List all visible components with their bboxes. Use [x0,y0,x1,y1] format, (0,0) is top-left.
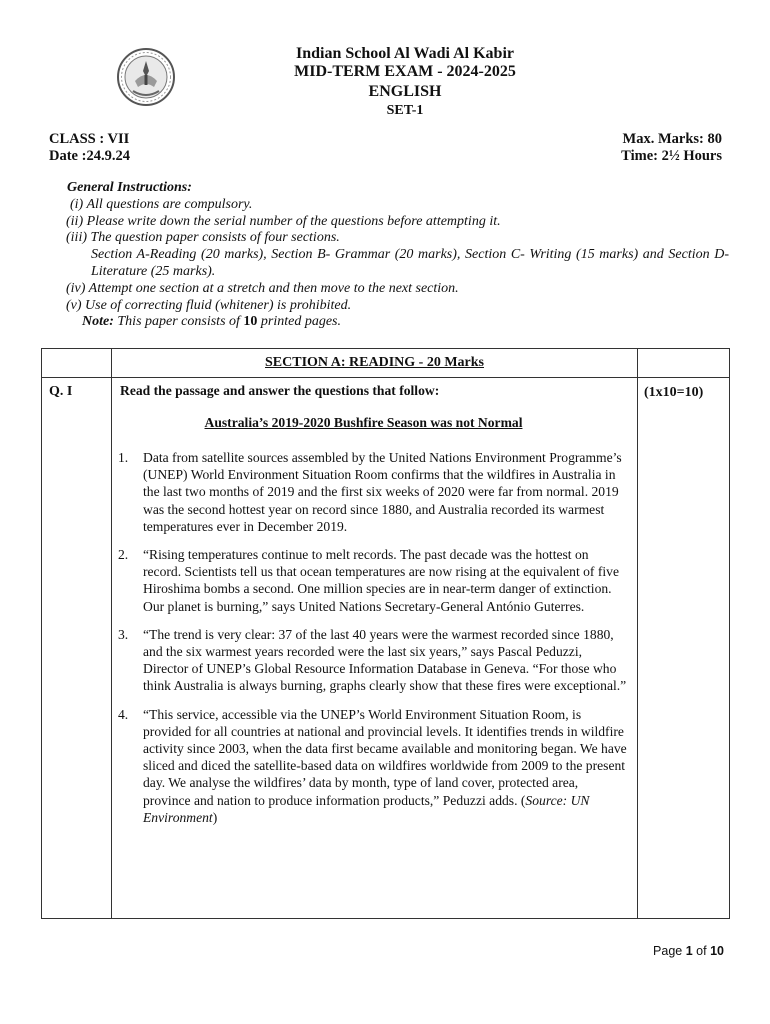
empty-cell [42,349,112,378]
page-number: 1 [685,944,693,958]
page-footer [653,944,724,958]
list-item: 4. “This service, accessible via the UNEP’s World Environment Situation Room, is provided for all countries at national and provincial levels. It identifies trends in wildfire activity since 2003, when the data first became available and monitoring began. We have sliced and diced the satellite-based data on wildfires worldwide from 2009 to the present day. We analyse the wildfires’ data by month, type of land cover, protected area, province and nation to produce information products,” Peduzzi adds. (Source: UN Environment) [118,706,627,825]
exam-title: MID-TERM EXAM - 2024-2025 [294,63,516,80]
source-close: ) [212,809,218,825]
note-label: Note: [82,314,114,330]
school-name: Indian School Al Wadi Al Kabir [295,45,514,62]
list-item: 1. Data from satellite sources assembled by the United Nations Environment Programme’s (UNEP) World Environment Situation Room confirms that the wildfires in Australia in the last two months of 2019 and the first six weeks of 2020 were far from normal. 2019 was the second hottest year on record since 1880, and Australia recorded its warmest temperatures ever in December 2019. [118,450,622,534]
question-number: Q. I [42,378,112,919]
section-a-table [41,348,730,919]
passage-paragraphs [118,449,629,826]
instruction-item: (v) Use of correcting fluid (whitener) is prohibited. [66,297,352,313]
empty-cell [638,349,730,378]
school-emblem-icon [116,47,176,107]
class-label: CLASS : VII [49,131,130,147]
instruction-item: (iii) The question paper consists of four sections. [66,230,340,246]
subject-title: ENGLISH [368,83,442,100]
section-a-title: SECTION A: READING - 20 Marks [112,349,638,378]
note-text: This paper consists of [117,314,240,330]
instruction-item: (iv) Attempt one section at a stretch and then move to the next section. [66,280,459,296]
instruction-item: (ii) Please write down the serial number of the questions before attempting it. [66,213,501,229]
page-word: Page [653,944,683,958]
of-word: of [696,944,707,958]
question-instruction: Read the passage and answer the questions that follow: [120,383,440,398]
time-allowed: Time: 2½ Hours [621,148,722,164]
list-item: 2. “Rising temperatures continue to melt records. The past decade was the hottest on record. Scientists tell us that ocean temperatures are now rising at the equivalent of five Hiroshima bombs a second. One million species are in near-term danger of extinction. Our planet is burning,” says United Nations Secretary-General António Guterres. [118,547,619,614]
general-instructions [67,180,729,331]
date-label: Date :24.9.24 [49,148,130,164]
instructions-note [67,314,729,331]
question-body [112,378,638,919]
instructions-title: General Instructions: [67,180,192,195]
set-label: SET-1 [386,103,424,118]
question-marks: (1x10=10) [638,378,730,919]
source-citation: Source: UN Environment [143,792,590,825]
note-text-end: printed pages. [260,314,342,330]
source-open: ( [520,792,526,808]
note-page-count: 10 [243,314,258,330]
passage-title: Australia’s 2019-2020 Bushfire Season was not Normal [204,415,523,430]
page-total: 10 [710,944,724,958]
instruction-item: (i) All questions are compulsory. [70,196,253,212]
max-marks: Max. Marks: 80 [622,131,722,147]
list-item: 3. “The trend is very clear: 37 of the last 40 years were the warmest recorded since 1880, and the six warmest years recorded were the last six years,” says Pascal Peduzzi, Director of UNEP’s Global Resource Information Database in Geneva. “For those who think Australia is always burning, graphs clearly show that these fires were exceptional.” [118,626,627,694]
instruction-item: Section A-Reading (20 marks), Section B- Grammar (20 marks), Section C- Writing (15 marks) and Section D- Literature (25 marks). [91,247,729,279]
